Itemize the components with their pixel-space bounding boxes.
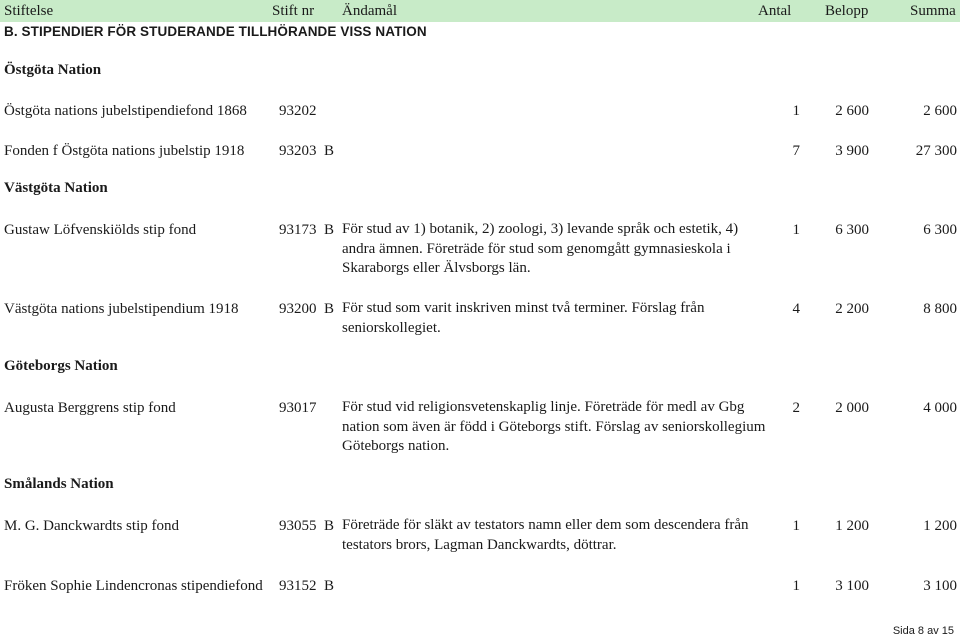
fund-summa: 2 600 xyxy=(923,103,957,119)
fund-b-flag: B xyxy=(324,301,335,317)
fund-belopp: 1 200 xyxy=(835,518,869,534)
fund-belopp: 6 300 xyxy=(835,222,869,238)
fund-name: Östgöta nations jubelstipendiefond 1868 xyxy=(4,103,247,119)
fund-belopp: 3 900 xyxy=(835,143,869,159)
fund-belopp: 2 600 xyxy=(835,103,869,119)
fund-summa: 4 000 xyxy=(923,400,957,416)
header-andamal: Ändamål xyxy=(342,3,397,19)
fund-number: 93173 xyxy=(279,222,317,238)
fund-purpose: För stud vid religionsvetenskaplig linje. Företräde för medl av Gbg nation som även är född i Göteborgs stift. Förslag av seniorskollegium Göteborgs nation. xyxy=(342,399,766,455)
fund-belopp: 2 000 xyxy=(835,400,869,416)
fund-name: Gustaw Löfvenskiölds stip fond xyxy=(4,222,197,238)
fund-antal: 1 xyxy=(792,578,800,594)
fund-summa: 6 300 xyxy=(923,222,957,238)
header-antal: Antal xyxy=(758,3,792,19)
nation-heading-smalands: Smålands Nation xyxy=(4,476,114,492)
fund-antal: 7 xyxy=(792,143,800,159)
fund-b-flag: B xyxy=(324,143,335,159)
fund-number: 93152 xyxy=(279,578,317,594)
fund-number: 93017 xyxy=(279,400,317,416)
fund-antal: 4 xyxy=(792,301,800,317)
fund-purpose: För stud som varit inskriven minst två terminer. Förslag från seniorskollegiet. xyxy=(342,300,705,336)
fund-summa: 3 100 xyxy=(923,578,957,594)
section-title: B. STIPENDIER FÖR STUDERANDE TILLHÖRANDE VISS NATION xyxy=(4,24,427,39)
fund-number: 93202 xyxy=(279,103,317,119)
header-stift-nr: Stift nr xyxy=(272,3,315,19)
table-header xyxy=(0,0,960,22)
page-indicator: Sida 8 av 15 xyxy=(892,625,954,637)
fund-name: M. G. Danckwardts stip fond xyxy=(4,518,179,534)
fund-purpose: För stud av 1) botanik, 2) zoologi, 3) levande språk och estetik, 4) andra ämnen. Företräde för stud som genomgått gymnasieskola i Skaraborgs eller Älvsborgs län. xyxy=(342,221,739,277)
fund-b-flag: B xyxy=(324,578,335,594)
fund-name: Fonden f Östgöta nations jubelstip 1918 xyxy=(4,143,245,159)
header-stiftelse: Stiftelse xyxy=(4,3,54,19)
fund-name: Fröken Sophie Lindencronas stipendiefond xyxy=(4,578,263,594)
fund-antal: 1 xyxy=(792,518,800,534)
fund-number: 93055 xyxy=(279,518,317,534)
nation-heading-vastgota: Västgöta Nation xyxy=(4,180,108,196)
fund-belopp: 3 100 xyxy=(835,578,869,594)
fund-name: Augusta Berggrens stip fond xyxy=(4,400,176,416)
fund-name: Västgöta nations jubelstipendium 1918 xyxy=(4,301,239,317)
fund-number: 93203 xyxy=(279,143,317,159)
fund-antal: 1 xyxy=(792,222,800,238)
nation-heading-goteborgs: Göteborgs Nation xyxy=(4,358,118,374)
fund-b-flag: B xyxy=(324,222,335,238)
fund-summa: 8 800 xyxy=(923,301,957,317)
fund-antal: 2 xyxy=(792,400,800,416)
fund-summa: 1 200 xyxy=(923,518,957,534)
fund-antal: 1 xyxy=(792,103,800,119)
header-summa: Summa xyxy=(910,3,956,19)
fund-purpose: Företräde för släkt av testators namn eller dem som descendera från testators brors, Lagman Danckwardts, döttrar. xyxy=(342,517,749,553)
fund-summa: 27 300 xyxy=(915,143,957,159)
fund-number: 93200 xyxy=(279,301,317,317)
nation-heading-ostgota: Östgöta Nation xyxy=(4,62,102,78)
fund-b-flag: B xyxy=(324,518,335,534)
fund-belopp: 2 200 xyxy=(835,301,869,317)
header-belopp: Belopp xyxy=(825,3,869,19)
